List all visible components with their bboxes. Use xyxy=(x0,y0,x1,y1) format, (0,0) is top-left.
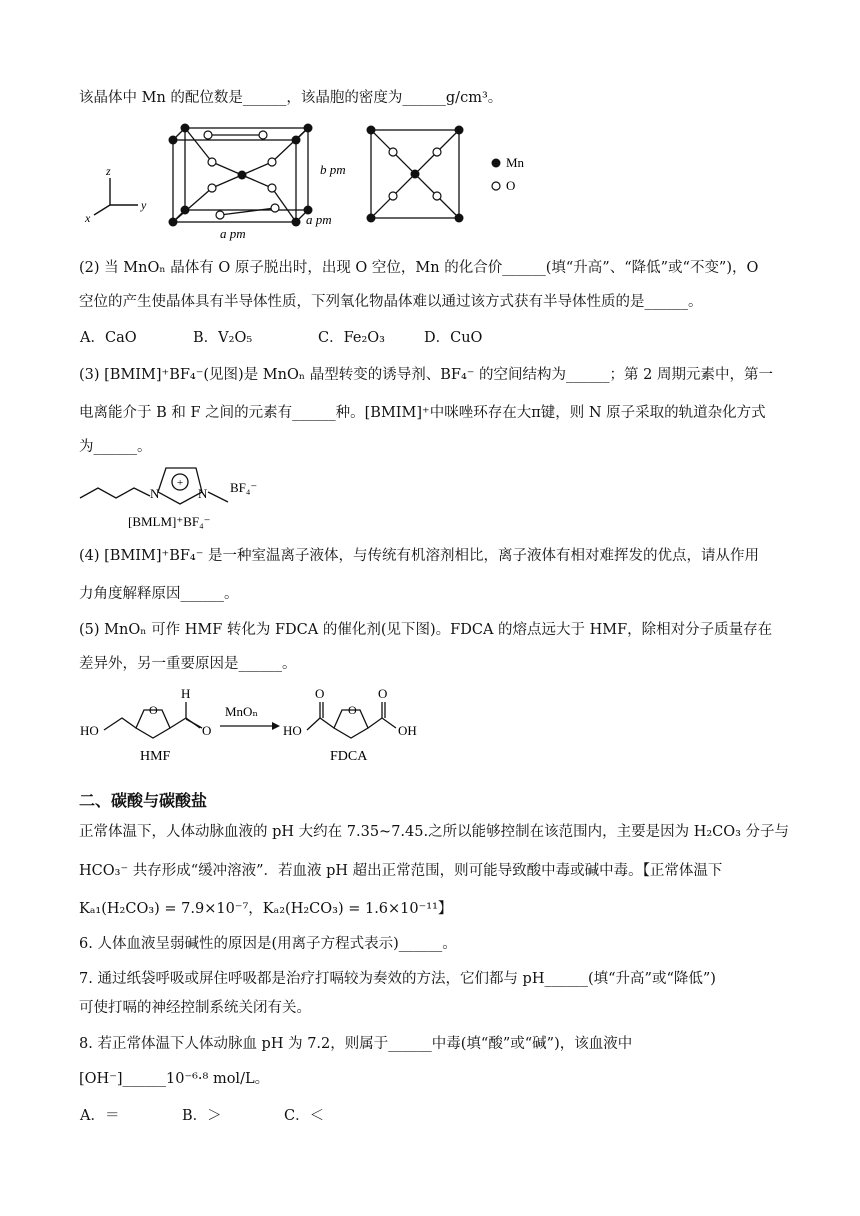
option-b: B．＞ xyxy=(182,1108,222,1124)
option-c: C．＜ xyxy=(284,1108,325,1124)
option-a: A．CaO xyxy=(80,330,137,346)
hmf-aldehyde-h: H xyxy=(181,686,191,701)
n-right: N xyxy=(198,486,208,501)
fdca-o-right: O xyxy=(378,686,388,701)
legend-mn-marker xyxy=(492,159,501,168)
label-a-pm-bottom: a pm xyxy=(220,226,246,241)
section-heading: 二、碳酸与碳酸盐 xyxy=(79,791,208,810)
question-line: (3) [BMIM]⁺BF₄⁻(见图)是 MnOₙ 晶型转变的诱导剂、BF₄⁻ 的空间结构为______；第 2 周期元素中，第一 xyxy=(79,367,773,383)
question-line: 电离能介于 B 和 F 之间的元素有______种。[BMIM]⁺中咪唑环存在大π键，则 N 原子采取的轨道杂化方式 xyxy=(79,405,766,421)
question-line: [OH⁻]______10⁻⁶·⁸ mol/L。 xyxy=(79,1071,270,1087)
question-line: 6. 人体血液呈弱碱性的原因是(用离子方程式表示)______。 xyxy=(79,936,457,952)
fdca-o-left: O xyxy=(315,686,325,701)
question-line: 该晶体中 Mn 的配位数是______，该晶胞的密度为______g/cm³。 xyxy=(79,90,503,106)
option-c: C．Fe₂O₃ xyxy=(318,330,385,346)
option-a: A．＝ xyxy=(80,1108,120,1124)
hmf-ho: HO xyxy=(80,723,99,738)
fdca-ring-o: O xyxy=(348,703,357,717)
option-b: B．V₂O₅ xyxy=(193,330,253,346)
fdca-label: FDCA xyxy=(330,749,368,764)
plus-charge: + xyxy=(177,477,184,489)
catalyst-label: MnOₙ xyxy=(225,704,259,719)
question-line: 可使打嗝的神经控制系统关闭有关。 xyxy=(79,1000,311,1016)
legend-o-marker xyxy=(492,182,500,190)
crystal-cell-figure xyxy=(80,118,540,243)
axis-x-label: x xyxy=(85,211,91,225)
paragraph-line: 正常体温下，人体动脉血液的 pH 大约在 7.35~7.45.之所以能够控制在该范围内，主要是因为 H₂CO₃ 分子与 xyxy=(79,824,790,840)
hmf-ring-o: O xyxy=(149,703,158,717)
hmf-label: HMF xyxy=(140,749,171,764)
bmim-structure-figure xyxy=(78,458,278,532)
question-line: (4) [BMIM]⁺BF₄⁻ 是一种室温离子液体，与传统有机溶剂相比，离子液体有相对难挥发的优点，请从作用 xyxy=(79,548,759,564)
hmf-aldehyde-o: O xyxy=(202,723,212,738)
reaction-scheme-figure xyxy=(78,680,438,770)
label-a-pm-right: a pm xyxy=(306,212,332,227)
legend-mn-label: Mn xyxy=(506,155,525,170)
paragraph-line: HCO₃⁻ 共存形成“缓冲溶液”．若血液 pH 超出正常范围，则可能导致酸中毒或碱中毒。【正常体温下 xyxy=(79,863,723,879)
anion-label: BF₄⁻ xyxy=(230,480,258,495)
question-line: 为______。 xyxy=(79,439,152,455)
question-line: 8. 若正常体温下人体动脉血 pH 为 7.2，则属于______中毒(填“酸”或“碱”)，该血液中 xyxy=(79,1036,633,1052)
label-b-pm: b pm xyxy=(320,162,346,177)
option-d: D．CuO xyxy=(424,330,483,346)
question-line: 力角度解释原因______。 xyxy=(79,586,239,602)
question-line: (2) 当 MnOₙ 晶体有 O 原子脱出时，出现 O 空位，Mn 的化合价______(填“升高”、“降低”或“不变”)，O xyxy=(79,260,759,276)
axis-z-label: z xyxy=(106,164,111,178)
fdca-ho: HO xyxy=(283,723,302,738)
question-line: (5) MnOₙ 可作 HMF 转化为 FDCA 的催化剂(见下图)。FDCA 的熔点远大于 HMF，除相对分子质量存在 xyxy=(79,622,773,638)
legend-o-label: O xyxy=(506,178,516,193)
paragraph-line: Kₐ₁(H₂CO₃) = 7.9×10⁻⁷，Kₐ₂(H₂CO₃) = 1.6×10⁻¹¹】 xyxy=(79,901,453,917)
question-line: 差异外，另一重要原因是______。 xyxy=(79,656,297,672)
question-line: 7. 通过纸袋呼吸或屏住呼吸都是治疗打嗝较为奏效的方法，它们都与 pH______(填“升高”或“降低”) xyxy=(79,971,716,987)
axis-y-label: y xyxy=(141,198,147,212)
n-left: N xyxy=(150,486,160,501)
question-line: 空位的产生使晶体具有半导体性质，下列氧化物晶体难以通过该方式获有半导体性质的是______。 xyxy=(79,294,703,310)
fdca-oh: OH xyxy=(398,723,417,738)
bmim-caption: [BMLM]⁺BF₄⁻ xyxy=(128,514,211,529)
